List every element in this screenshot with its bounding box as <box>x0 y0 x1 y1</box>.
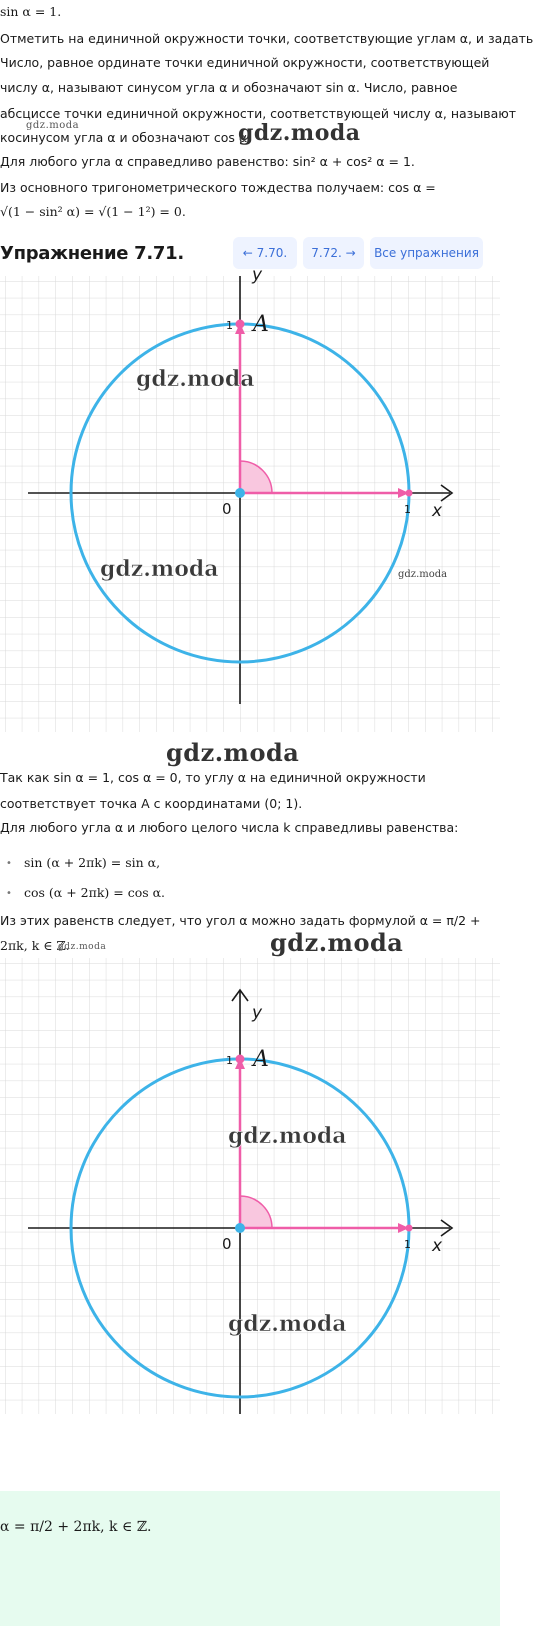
origin-point <box>235 1223 245 1233</box>
answer-box <box>0 1491 500 1626</box>
text-line: 2πk, k ∈ ℤ. <box>0 938 70 953</box>
y-axis-label: y <box>252 265 263 285</box>
text-line: числу α, называют синусом угла α и обозначают sin α. Число, равное <box>0 80 458 95</box>
y-one-label: 1 <box>226 1054 233 1067</box>
x-one-label: 1 <box>404 503 411 516</box>
all-exercises-button[interactable]: Все упражнения <box>370 237 483 269</box>
point-one-x <box>406 490 413 497</box>
watermark: gdz.moda <box>166 738 300 767</box>
text-line: Из этих равенств следует, что угол α можно задать формулой α = π/2 + <box>0 913 481 928</box>
point-a <box>236 320 245 329</box>
next-exercise-button[interactable]: 7.72. → <box>303 237 364 269</box>
origin-point <box>235 488 245 498</box>
y-one-label: 1 <box>226 319 233 332</box>
text-line: соответствует точка A с координатами (0; 1). <box>0 796 303 811</box>
unit-circle-figure <box>0 265 500 732</box>
watermark: gdz.moda <box>228 1311 347 1337</box>
text-line: косинусом угла α и обозначают cos α. <box>0 130 252 145</box>
grid <box>0 276 500 732</box>
bullet-icon: • <box>6 888 12 899</box>
page-title: Упражнение 7.71. <box>0 243 184 264</box>
text-line: Число, равное ординате точки единичной окружности, соответствующей <box>0 55 490 70</box>
text-line: Так как sin α = 1, cos α = 0, то углу α на единичной окружности <box>0 770 426 785</box>
watermark: gdz.moda <box>100 556 219 582</box>
watermark: gdz.moda <box>228 1123 347 1149</box>
point-a <box>236 1055 245 1064</box>
text-line: Из основного тригонометрического тождества получаем: cos α = <box>0 180 436 195</box>
answer-text: α = π/2 + 2πk, k ∈ ℤ. <box>0 1519 152 1535</box>
watermark: gdz.moda <box>136 366 255 392</box>
formula-line: cos (α + 2πk) = cos α. <box>24 885 166 900</box>
watermark: gdz.moda <box>270 928 404 957</box>
text-line: абсциссе точки единичной окружности, соответствующей числу α, называют <box>0 106 517 121</box>
formula-line: sin (α + 2πk) = sin α, <box>24 855 161 870</box>
y-axis-label: y <box>252 1003 263 1023</box>
point-a-label: A <box>253 312 269 337</box>
x-one-label: 1 <box>404 1238 411 1251</box>
point-a-label: A <box>253 1047 269 1072</box>
watermark: gdz.moda <box>26 120 80 131</box>
text-line: √(1 − sin² α) = √(1 − 1²) = 0. <box>0 204 186 219</box>
text-line: Для любого угла α и любого целого числа k справедливы равенства: <box>0 820 459 835</box>
unit-circle-figure-2 <box>0 958 500 1414</box>
x-axis-label: x <box>432 501 443 521</box>
watermark: gdz.moda <box>58 942 107 952</box>
text-line: sin α = 1. <box>0 4 62 19</box>
origin-label: 0 <box>222 1235 232 1253</box>
bullet-icon: • <box>6 858 12 869</box>
point-one-x <box>406 1225 413 1232</box>
prev-exercise-button[interactable]: ← 7.70. <box>233 237 297 269</box>
origin-label: 0 <box>222 500 232 518</box>
x-axis-label: x <box>432 1236 443 1256</box>
text-line: Отметить на единичной окружности точки, соответствующие углам α, и задать <box>0 31 533 46</box>
unit-circle-svg <box>0 265 500 732</box>
watermark: gdz.moda <box>398 569 448 580</box>
watermark: gdz.moda <box>238 120 361 146</box>
unit-circle-svg <box>0 958 500 1414</box>
text-line: Для любого угла α справедливо равенство: sin² α + cos² α = 1. <box>0 154 415 169</box>
